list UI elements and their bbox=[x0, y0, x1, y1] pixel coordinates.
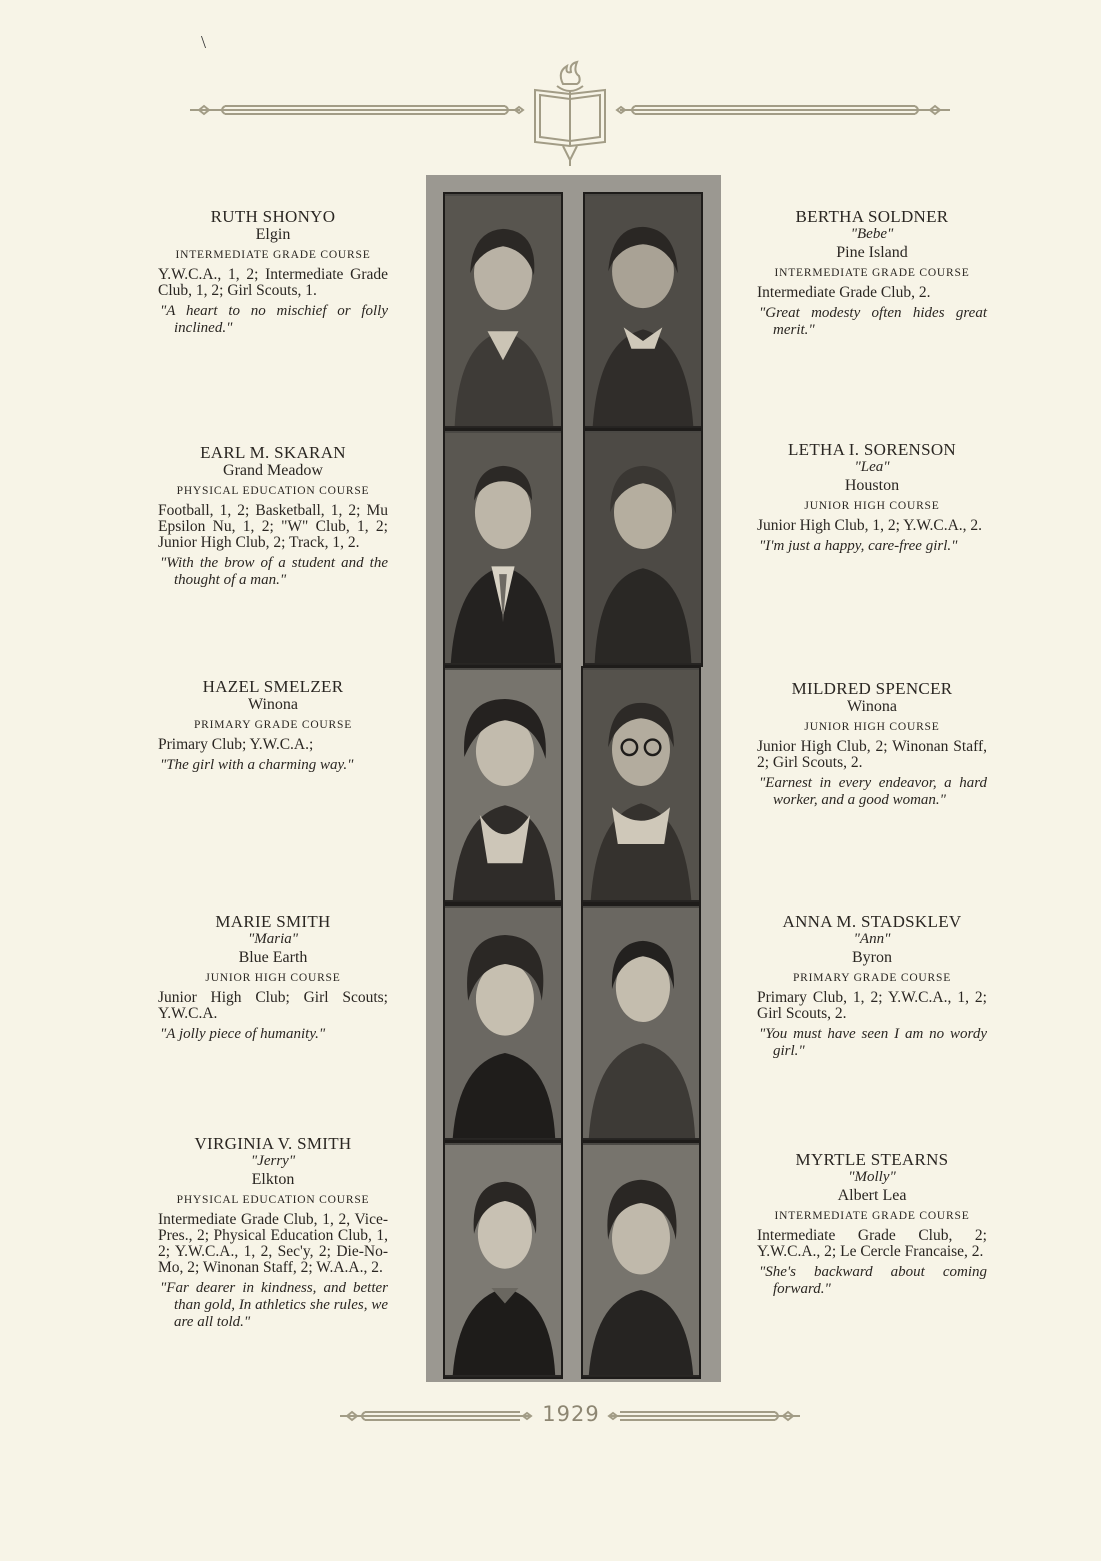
student-entry-anna-stadsklev bbox=[757, 913, 987, 1060]
student-hometown: Houston bbox=[844, 477, 900, 494]
portrait-ruth-shonyo bbox=[443, 192, 563, 430]
student-entry-mildred-spencer bbox=[757, 680, 987, 809]
student-activities: Primary Club; Y.W.C.A.; bbox=[158, 736, 314, 753]
student-activities: Intermediate Grade Club, 1, 2, Vice-Pres., 2; Physical Education Club, 1, 2; Y.W.C.A., 1, 2, Sec'y, 2; Die-No-Mo, 2; Winonan Staff, 2; W.A.A., 2. bbox=[158, 1211, 388, 1276]
student-quote: "You must have seen I am no wordy girl." bbox=[759, 1026, 987, 1059]
student-nickname: "Molly" bbox=[848, 1169, 896, 1185]
student-name: VIRGINIA V. SMITH bbox=[194, 1134, 352, 1153]
student-activities: Junior High Club; Girl Scouts; Y.W.C.A. bbox=[158, 989, 388, 1022]
student-hometown: Byron bbox=[852, 949, 892, 966]
student-quote: "I'm just a happy, care-free girl." bbox=[759, 538, 958, 554]
student-entry-marie-smith bbox=[158, 913, 388, 1043]
portrait-hazel-smelzer bbox=[443, 666, 563, 904]
student-nickname: "Maria" bbox=[247, 931, 299, 947]
student-name: ANNA M. STADSKLEV bbox=[782, 912, 962, 931]
student-quote: "Far dearer in kindness, and better than gold, In athletics she rules, we are all told." bbox=[160, 1280, 388, 1330]
student-entry-virginia-smith bbox=[158, 1135, 388, 1331]
student-entry-letha-sorenson bbox=[757, 441, 987, 555]
student-course: INTERMEDIATE GRADE COURSE bbox=[774, 267, 970, 279]
student-activities: Junior High Club, 2; Winonan Staff, 2; Girl Scouts, 2. bbox=[757, 738, 987, 771]
student-name: MARIE SMITH bbox=[215, 912, 331, 931]
student-quote: "Great modesty often hides great merit." bbox=[759, 305, 987, 338]
student-activities: Intermediate Grade Club, 2. bbox=[757, 284, 931, 301]
student-hometown: Winona bbox=[247, 696, 298, 713]
student-hometown: Winona bbox=[846, 698, 897, 715]
student-name: LETHA I. SORENSON bbox=[787, 440, 957, 459]
student-activities: Primary Club, 1, 2; Y.W.C.A., 1, 2; Girl Scouts, 2. bbox=[757, 989, 987, 1022]
student-quote: "She's backward about coming forward." bbox=[759, 1264, 987, 1297]
portrait-myrtle-stearns bbox=[581, 1141, 701, 1379]
student-quote: "A jolly piece of humanity." bbox=[160, 1026, 326, 1042]
student-nickname: "Bebe" bbox=[850, 226, 894, 242]
student-activities: Intermediate Grade Club, 2; Y.W.C.A., 2; Le Cercle Francaise, 2. bbox=[757, 1227, 987, 1260]
student-quote: "Earnest in every endeavor, a hard worker, and a good woman." bbox=[759, 775, 987, 808]
book-torch-emblem-icon bbox=[185, 60, 955, 170]
portrait-anna-stadsklev bbox=[581, 904, 701, 1142]
student-nickname: "Jerry" bbox=[250, 1153, 296, 1169]
portrait-letha-sorenson bbox=[583, 429, 703, 667]
student-name: BERTHA SOLDNER bbox=[795, 207, 949, 226]
student-activities: Y.W.C.A., 1, 2; Intermediate Grade Club, 1, 2; Girl Scouts, 1. bbox=[158, 266, 388, 299]
portrait-virginia-smith bbox=[443, 1141, 563, 1379]
student-hometown: Blue Earth bbox=[238, 949, 308, 966]
student-course: PHYSICAL EDUCATION COURSE bbox=[176, 485, 370, 497]
student-nickname: "Ann" bbox=[853, 931, 891, 947]
student-course: JUNIOR HIGH COURSE bbox=[205, 972, 341, 984]
student-course: PRIMARY GRADE COURSE bbox=[193, 719, 353, 731]
student-activities: Football, 1, 2; Basketball, 1, 2; Mu Epsilon Nu, 1, 2; "W" Club, 1, 2; Junior High Club, 2; Track, 1, 2. bbox=[158, 502, 388, 551]
student-name: MILDRED SPENCER bbox=[791, 679, 953, 698]
portrait-mildred-spencer bbox=[581, 666, 701, 904]
student-course: INTERMEDIATE GRADE COURSE bbox=[175, 249, 371, 261]
student-activities: Junior High Club, 1, 2; Y.W.C.A., 2. bbox=[757, 517, 983, 534]
student-course: JUNIOR HIGH COURSE bbox=[804, 500, 940, 512]
student-hometown: Grand Meadow bbox=[223, 462, 323, 479]
student-hometown: Pine Island bbox=[836, 244, 908, 261]
student-entry-ruth-shonyo bbox=[158, 208, 388, 337]
scan-mark: \ bbox=[201, 32, 207, 52]
student-name: RUTH SHONYO bbox=[210, 207, 336, 226]
student-hometown: Elkton bbox=[251, 1171, 295, 1188]
student-entry-bertha-soldner bbox=[757, 208, 987, 339]
student-name: MYRTLE STEARNS bbox=[795, 1150, 949, 1169]
student-entry-myrtle-stearns bbox=[757, 1151, 987, 1298]
student-entry-hazel-smelzer bbox=[158, 678, 388, 774]
student-quote: "A heart to no mischief or folly inclined." bbox=[160, 303, 388, 336]
student-course: PHYSICAL EDUCATION COURSE bbox=[176, 1194, 370, 1206]
student-name: EARL M. SKARAN bbox=[200, 443, 346, 462]
student-course: JUNIOR HIGH COURSE bbox=[804, 721, 940, 733]
student-course: PRIMARY GRADE COURSE bbox=[792, 972, 952, 984]
student-quote: "With the brow of a student and the thought of a man." bbox=[160, 555, 388, 588]
student-course: INTERMEDIATE GRADE COURSE bbox=[774, 1210, 970, 1222]
student-hometown: Elgin bbox=[255, 226, 291, 243]
portrait-earl-skaran bbox=[443, 429, 563, 667]
student-name: HAZEL SMELZER bbox=[202, 677, 344, 696]
student-quote: "The girl with a charming way." bbox=[160, 757, 354, 773]
student-entry-earl-skaran bbox=[158, 444, 388, 589]
portrait-bertha-soldner bbox=[583, 192, 703, 430]
yearbook-year: 1929 bbox=[536, 1402, 606, 1426]
portrait-marie-smith bbox=[443, 904, 563, 1142]
student-hometown: Albert Lea bbox=[837, 1187, 907, 1204]
student-nickname: "Lea" bbox=[854, 459, 890, 475]
photo-strip bbox=[426, 175, 721, 1382]
